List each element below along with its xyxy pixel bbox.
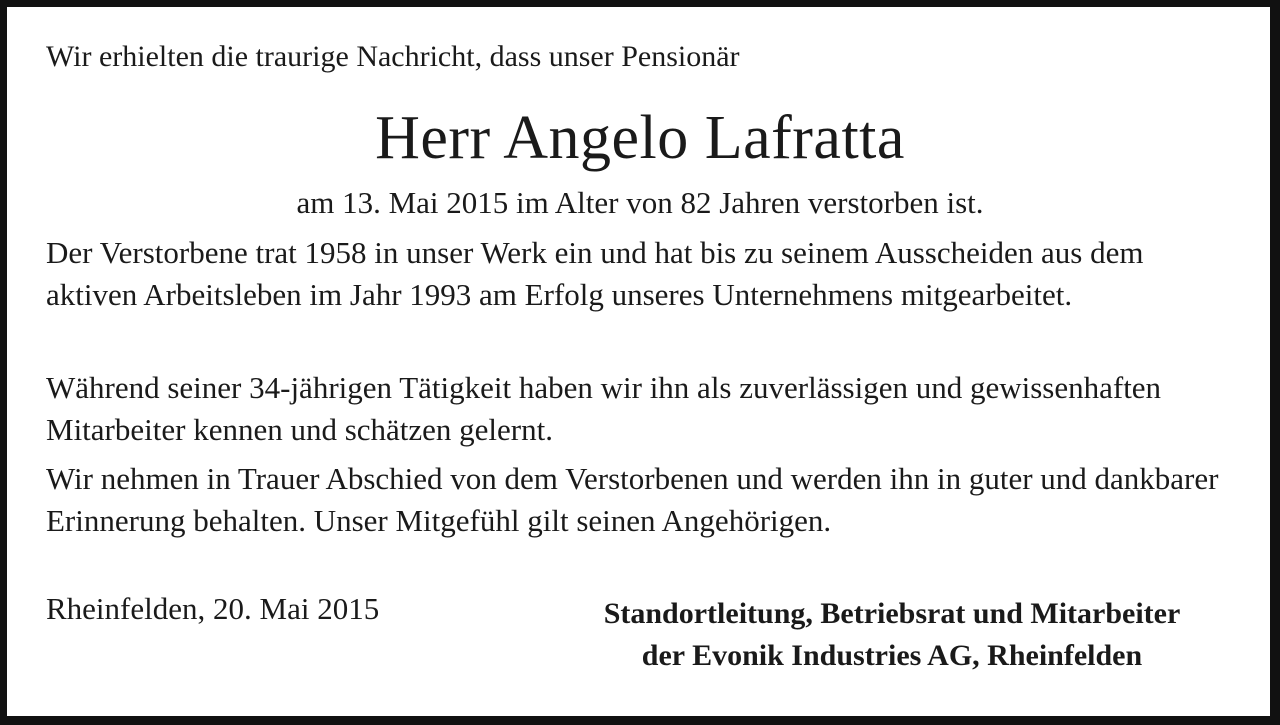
- paragraph-farewell: Wir nehmen in Trauer Abschied von dem Verstorbenen und werden ihn in guter und dankbarer Erinnerung behalten. Unser Mitgefühl gilt seinen Angehörigen.: [46, 461, 1219, 538]
- signature-line-2: der Evonik Industries AG, Rheinfelden: [641, 639, 1143, 672]
- paragraph-tenure: Während seiner 34-jährigen Tätigkeit haben wir ihn als zuverlässigen und gewissenhaften Mitarbeiter kennen und schätzen gelernt.: [46, 370, 1162, 447]
- death-line: am 13. Mai 2015 im Alter von 82 Jahren verstorben ist.: [296, 185, 984, 220]
- place-date: Rheinfelden, 20. Mai 2015: [46, 591, 380, 626]
- deceased-name: Herr Angelo Lafratta: [375, 104, 905, 172]
- signature-line-1: Standortleitung, Betriebsrat und Mitarbeiter: [603, 597, 1181, 630]
- intro-text: Wir erhielten die traurige Nachricht, dass unser Pensionär: [46, 40, 740, 73]
- signature-block: [536, 593, 1248, 677]
- paragraph-career: Der Verstorbene trat 1958 in unser Werk ein und hat bis zu seinem Ausscheiden aus dem aktiven Arbeitsleben im Jahr 1993 am Erfolg unseres Unternehmens mitgearbeitet.: [46, 235, 1144, 312]
